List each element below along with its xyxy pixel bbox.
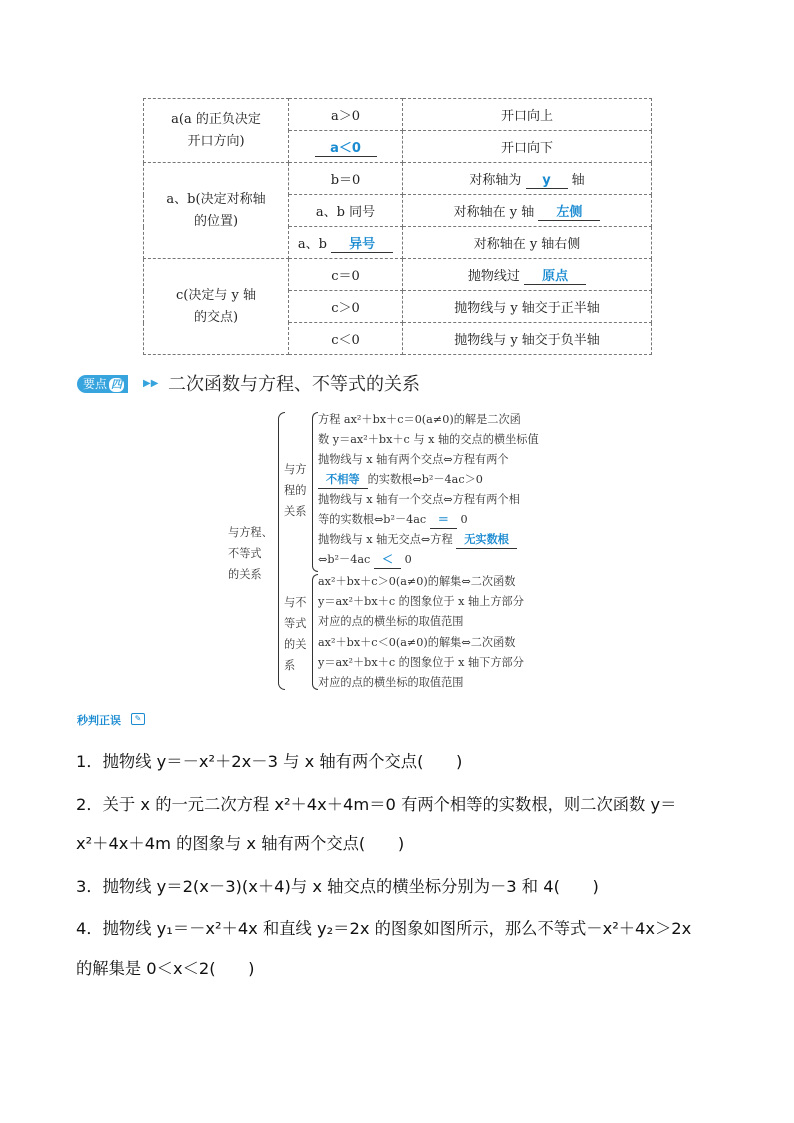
- category-line: c(决定与 y 轴: [176, 287, 256, 303]
- tree-line: [318, 470, 483, 490]
- question-2-line-2: x²＋4x＋4m 的图象与 x 轴有两个交点( ): [76, 834, 405, 853]
- branch-label-line: 与不: [284, 596, 307, 609]
- tree-line: y＝ax²＋bx＋c 的图象位于 x 轴上方部分: [318, 595, 524, 608]
- quick-judge-label: 秒判正误: [77, 714, 121, 727]
- branch-label-line: 的关: [284, 638, 307, 651]
- tree-line-text: 的实数根⇔b²－4ac＞0: [367, 473, 483, 486]
- tree-line-text: ⇔b²－4ac: [318, 553, 371, 566]
- properties-table: [143, 98, 652, 355]
- branch-label-line: 程的: [284, 484, 307, 497]
- condition-text: a、b: [297, 236, 327, 252]
- category-line: 的位置): [193, 213, 239, 229]
- condition-cell: c＞0: [289, 291, 403, 323]
- condition-cell: b＝0: [289, 163, 403, 195]
- answer-blank: y: [526, 173, 568, 189]
- category-line: 开口方向): [187, 133, 245, 149]
- tree-line: ax²＋bx＋c＜0(a≠0)的解集⇔二次函数: [318, 636, 516, 649]
- tree-line: [318, 510, 468, 530]
- question-4-line-2: 的解集是 0＜x＜2( ): [76, 959, 255, 978]
- equation-branch-label: [284, 459, 306, 522]
- result-text: 对称轴为: [469, 172, 522, 188]
- result-cell: [403, 259, 652, 291]
- tree-line: 数 y＝ax²＋bx＋c 与 x 轴的交点的横坐标值: [318, 433, 539, 446]
- tree-line: y＝ax²＋bx＋c 的图象位于 x 轴下方部分: [318, 656, 524, 669]
- section-badge-label: 要点: [83, 377, 108, 391]
- category-cell: [144, 259, 289, 355]
- category-cell: [144, 163, 289, 259]
- condition-cell: c＜0: [289, 323, 403, 355]
- result-text: 对称轴在 y 轴: [453, 204, 535, 220]
- double-arrow-icon: ▶▶: [143, 378, 159, 389]
- tree-line: [318, 550, 412, 570]
- answer-blank: 无实数根: [456, 532, 517, 549]
- result-cell: 对称轴在 y 轴右侧: [403, 227, 652, 259]
- condition-cell: [289, 131, 403, 163]
- tree-line: 抛物线与 x 轴有一个交点⇔方程有两个相: [318, 493, 520, 506]
- answer-blank: ＝: [430, 512, 457, 529]
- category-line: a(a 的正负决定: [171, 111, 261, 127]
- result-cell: [403, 163, 652, 195]
- tree-line-text: 抛物线与 x 轴无交点⇔方程: [318, 533, 453, 546]
- answer-blank: a＜0: [315, 137, 377, 157]
- branch-label-line: 等式: [284, 617, 307, 630]
- result-cell: 抛物线与 y 轴交于正半轴: [403, 291, 652, 323]
- branch-label-line: 与方: [284, 463, 307, 476]
- inequality-branch-label: [284, 592, 306, 676]
- answer-blank: ＜: [374, 552, 401, 569]
- result-cell: 开口向下: [403, 131, 652, 163]
- answer-blank: 异号: [331, 233, 393, 253]
- tree-line-text: 0: [404, 553, 412, 566]
- branch-label-line: 关系: [284, 505, 307, 518]
- tree-line: 对应的点的横坐标的取值范围: [318, 615, 464, 628]
- result-cell: [403, 195, 652, 227]
- tree-line-text: 0: [460, 513, 468, 526]
- section-badge: [77, 375, 128, 393]
- tree-root-line: 与方程、: [228, 526, 273, 539]
- question-4-line-1: 4．抛物线 y₁＝－x²＋4x 和直线 y₂＝2x 的图象如图所示，那么不等式－x²＋4x＞2x: [76, 919, 692, 938]
- question-2-line-1: 2．关于 x 的一元二次方程 x²＋4x＋4m＝0 有两个相等的实数根，则二次函数 y＝: [76, 795, 677, 814]
- tree-line-text: 等的实数根⇔b²－4ac: [318, 513, 427, 526]
- condition-cell: c＝0: [289, 259, 403, 291]
- tree-root: [228, 522, 273, 585]
- result-cell: 抛物线与 y 轴交于负半轴: [403, 323, 652, 355]
- question-1: 1．抛物线 y＝－x²＋2x－3 与 x 轴有两个交点( ): [76, 752, 463, 771]
- tree-line: 方程 ax²＋bx＋c＝0(a≠0)的解是二次函: [318, 413, 521, 426]
- question-3: 3．抛物线 y＝2(x－3)(x＋4)与 x 轴交点的横坐标分别为－3 和 4( ): [76, 877, 599, 896]
- branch-label-line: 系: [284, 659, 296, 672]
- tree-line: 抛物线与 x 轴有两个交点⇔方程有两个: [318, 453, 509, 466]
- result-text: 抛物线过: [467, 268, 520, 284]
- tree-root-line: 的关系: [228, 568, 262, 581]
- table-row: [144, 163, 652, 195]
- tree-root-line: 不等式: [228, 547, 262, 560]
- answer-blank: 不相等: [318, 472, 368, 489]
- section-title: 二次函数与方程、不等式的关系: [168, 374, 420, 395]
- tree-line: [318, 530, 517, 550]
- table-row: [144, 99, 652, 131]
- category-line: 的交点): [193, 309, 239, 325]
- result-cell: 开口向上: [403, 99, 652, 131]
- condition-cell: a、b 同号: [289, 195, 403, 227]
- table-row: [144, 259, 652, 291]
- tree-line: ax²＋bx＋c＞0(a≠0)的解集⇔二次函数: [318, 575, 516, 588]
- condition-cell: [289, 227, 403, 259]
- tree-line: 对应的点的横坐标的取值范围: [318, 676, 464, 689]
- category-cell: [144, 99, 289, 163]
- answer-blank: 左侧: [538, 201, 600, 221]
- condition-cell: a＞0: [289, 99, 403, 131]
- pencil-icon: ✎: [131, 713, 145, 725]
- result-text: 轴: [571, 172, 585, 188]
- category-line: a、b(决定对称轴: [166, 191, 266, 207]
- answer-blank: 原点: [524, 265, 586, 285]
- section-badge-number: 四: [111, 378, 123, 391]
